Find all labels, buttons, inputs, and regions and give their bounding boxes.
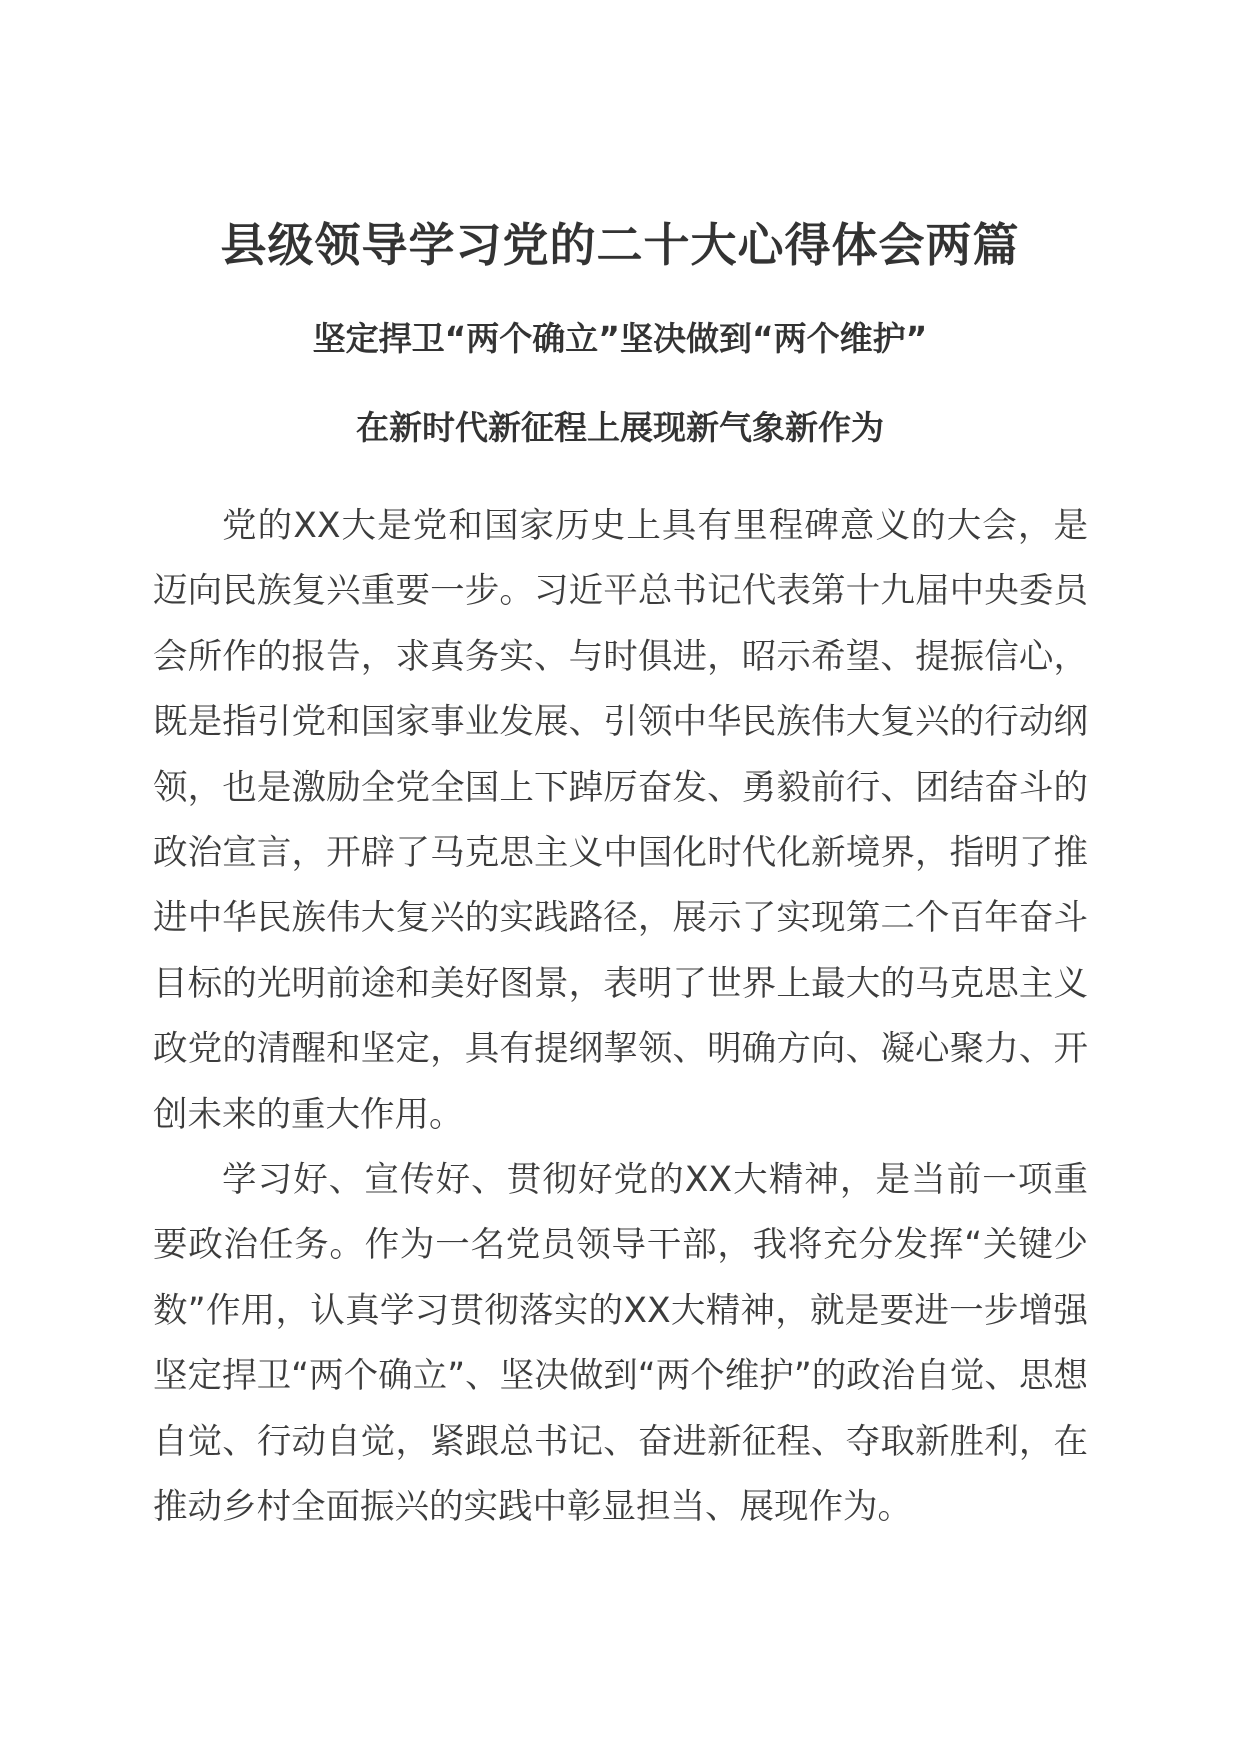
document-body xyxy=(153,494,1088,1541)
body-paragraph-1: 党的XX大是党和国家历史上具有里程碑意义的大会，是迈向民族复兴重要一步。习近平总书记代表第十九届中央委员会所作的报告，求真务实、与时俱进，昭示希望、提振信心，既是指引党和国家事业发展、引领中华民族伟大复兴的行动纲领，也是激励全党全国上下踔厉奋发、勇毅前行、团结奋斗的政治宣言，开辟了马克思主义中国化时代化新境界，指明了推进中华民族伟大复兴的实践路径，展示了实现第二个百年奋斗目标的光明前途和美好图景，表明了世界上最大的马克思主义政党的清醒和坚定，具有提纲挈领、明确方向、凝心聚力、开创未来的重大作用。 xyxy=(153,506,1088,1135)
body-paragraph-2: 学习好、宣传好、贯彻好党的XX大精神，是当前一项重要政治任务。作为一名党员领导干部，我将充分发挥“关键少数”作用，认真学习贯彻落实的XX大精神，就是要进一步增强坚定捍卫“两个确立”、坚决做到“两个维护”的政治自觉、思想自觉、行动自觉，紧跟总书记、奋进新征程、夺取新胜利，在推动乡村全面振兴的实践中彰显担当、展现作为。 xyxy=(153,1160,1088,1528)
document-subtitle-2: 在新时代新征程上展现新气象新作为 xyxy=(356,408,884,447)
document-title: 县级领导学习党的二十大心得体会两篇 xyxy=(220,218,1020,272)
document-subtitle-1: 坚定捍卫“两个确立”坚决做到“两个维护” xyxy=(312,319,928,358)
